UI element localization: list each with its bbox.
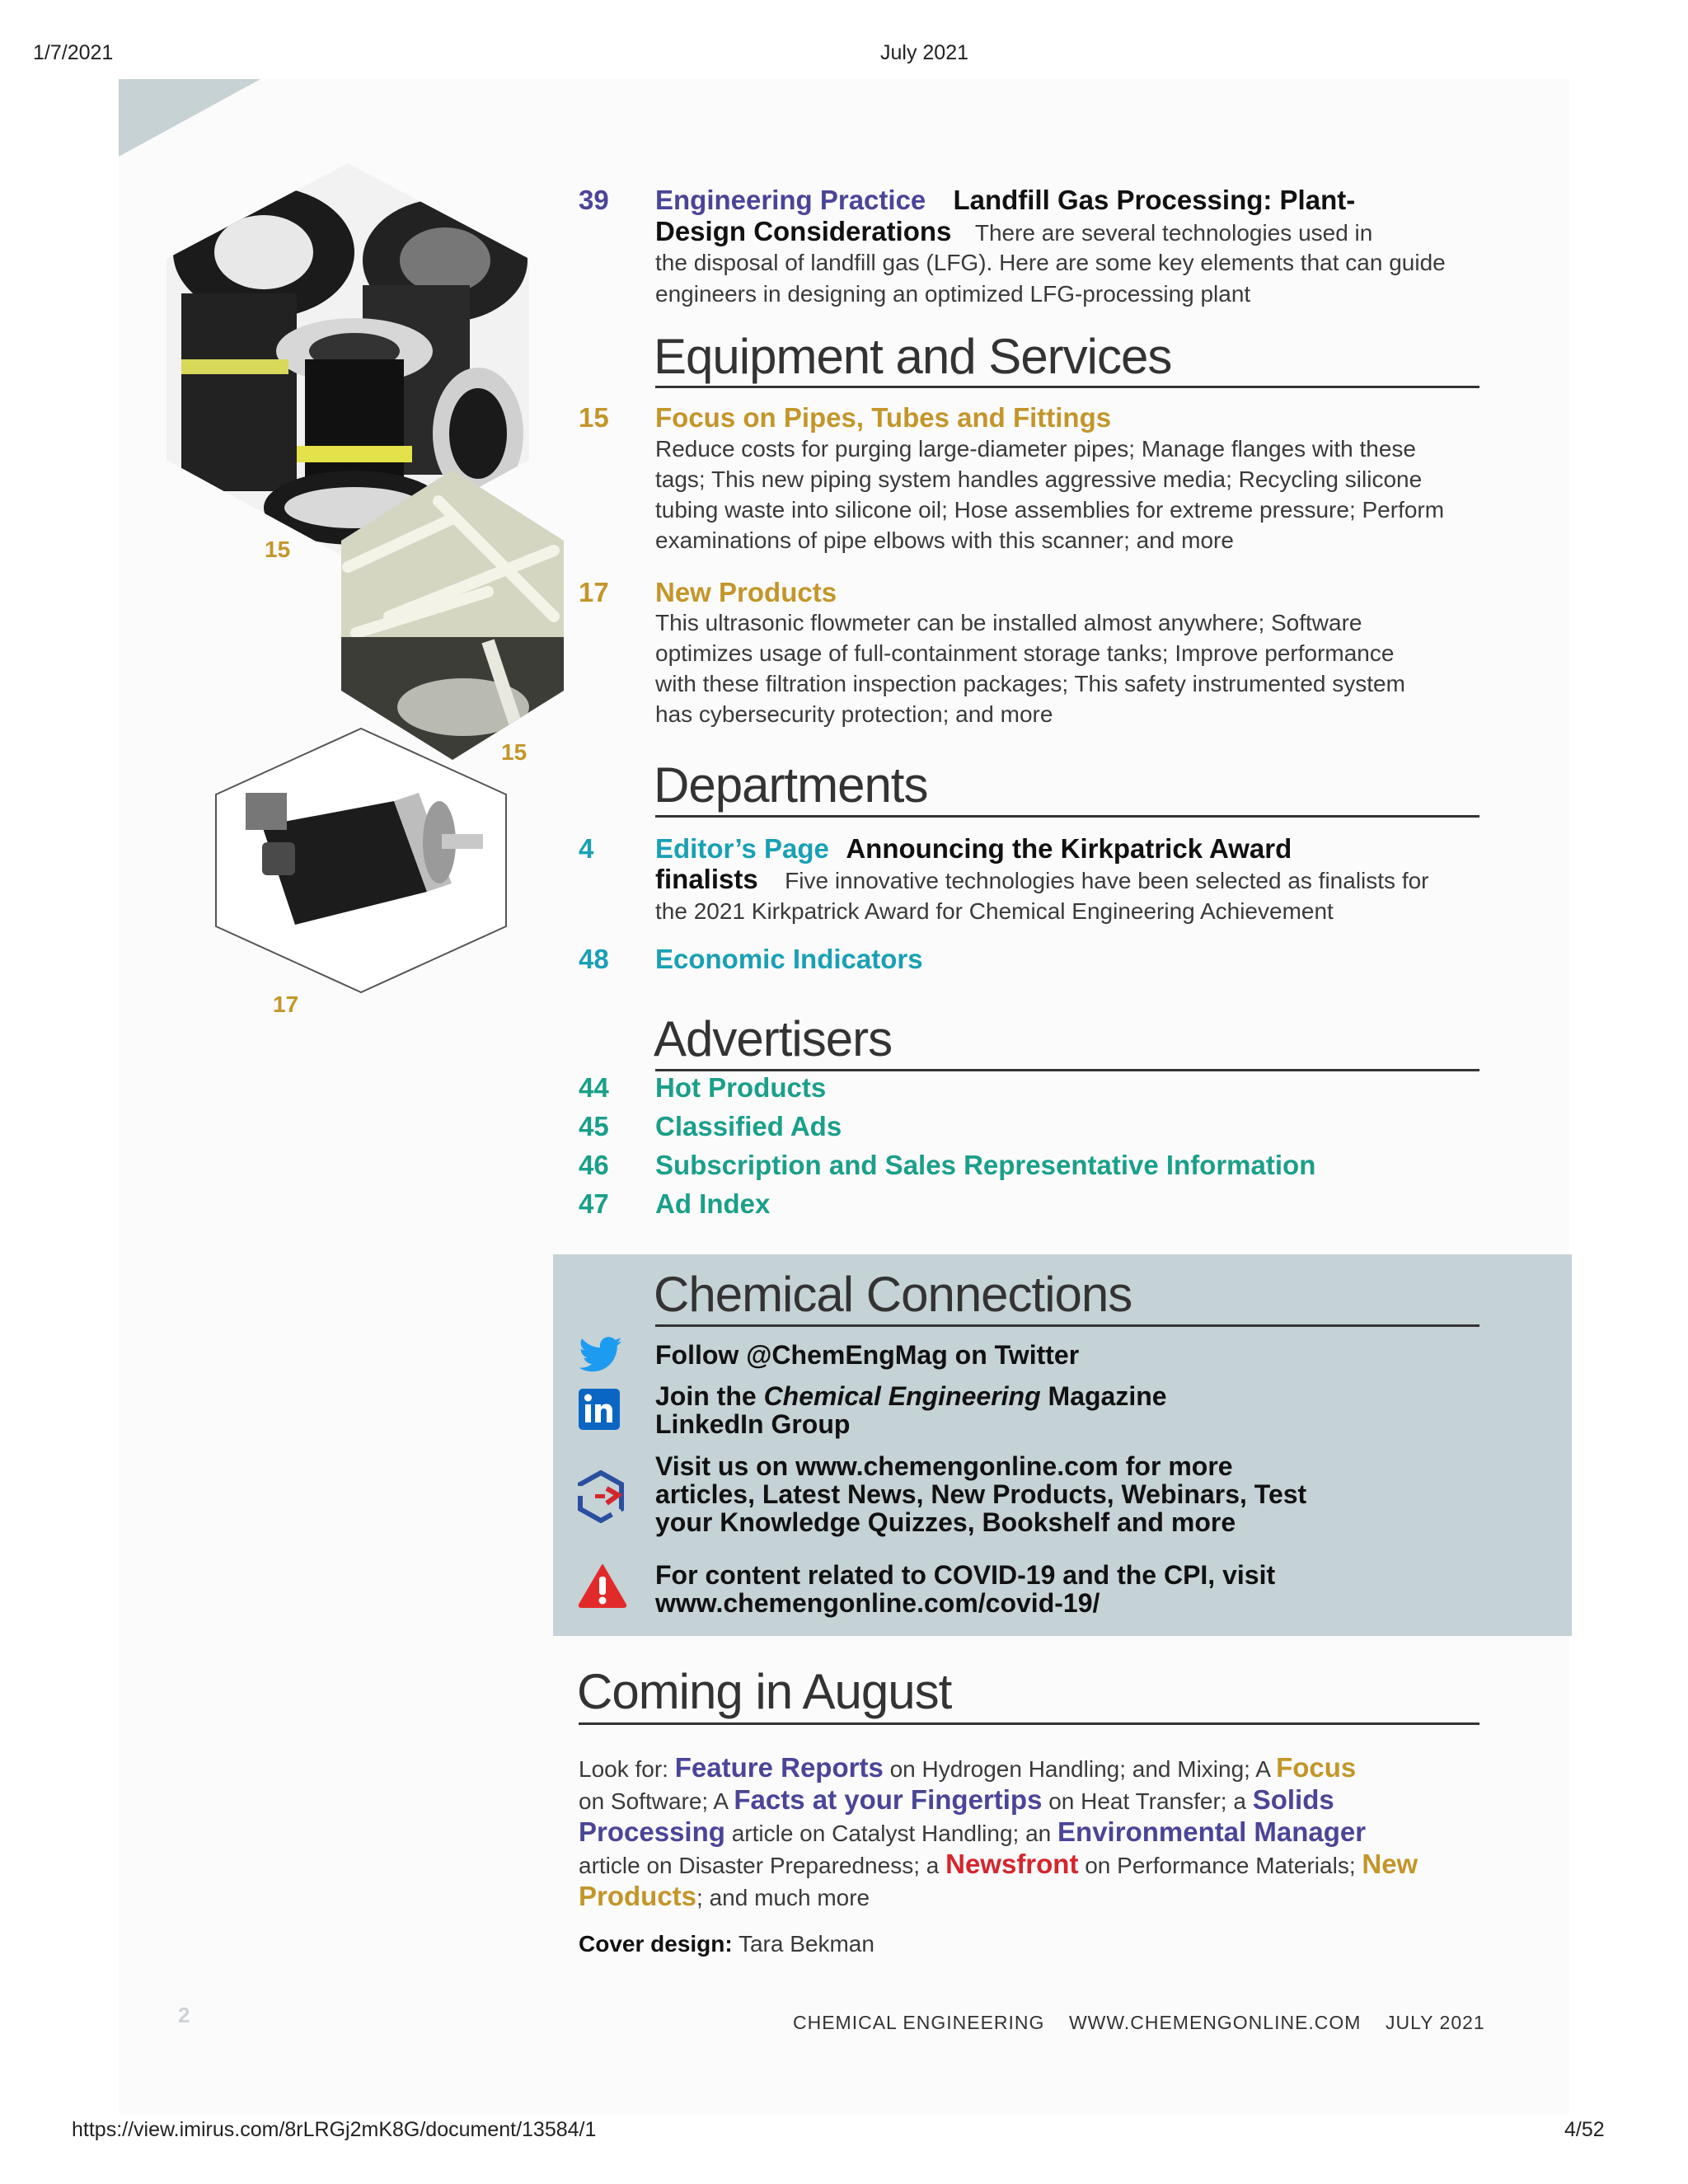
focus-line: tubing waste into silicone oil; Hose assemblies for extreme pressure; Perform (655, 497, 1445, 523)
advertiser-item-title[interactable]: Subscription and Sales Representative Information (655, 1150, 1316, 1180)
feature-title-line1: Landfill Gas Processing: Plant- (953, 185, 1356, 215)
linkedin-post: Magazine (1048, 1381, 1167, 1411)
editor-desc-line1: Five innovative technologies have been selected as finalists for (785, 868, 1429, 893)
chemeng-logo-icon[interactable] (577, 1470, 625, 1523)
editor-title-line2: finalists (655, 864, 758, 894)
coming-text: on Hydrogen Handling; and Mixing; A (889, 1756, 1270, 1782)
twitter-follow-text[interactable]: Follow @ChemEngMag on Twitter (655, 1340, 1080, 1370)
image-label-pipes: 15 (265, 537, 291, 562)
feature-desc-line3: engineers in designing an optimized LFG-processing plant (655, 281, 1251, 307)
coming-text: on Performance Materials; (1085, 1853, 1356, 1878)
advertiser-page-num: 47 (579, 1188, 609, 1219)
newproducts-title[interactable]: New Products (655, 577, 837, 607)
advertiser-page-num: 46 (579, 1150, 609, 1180)
feature-category: Engineering Practice (655, 185, 926, 215)
linkedin-magazine-name: Chemical Engineering (763, 1381, 1041, 1411)
advertiser-item-title[interactable]: Hot Products (655, 1072, 827, 1103)
linkedin-text[interactable] (655, 1382, 1167, 1410)
twitter-icon[interactable] (579, 1337, 623, 1373)
linkedin-icon[interactable] (579, 1389, 620, 1430)
cover-design-label: Cover design: (579, 1931, 733, 1957)
feature-desc-line2: the disposal of landfill gas (LFG). Here are some key elements that can guide (655, 250, 1446, 275)
page-number: 2 (178, 2003, 190, 2027)
section-rule (655, 1324, 1479, 1327)
print-page-count: 4/52 (1564, 2118, 1605, 2141)
coming-new: New (1362, 1849, 1418, 1879)
covid-link[interactable]: www.chemengonline.com/covid-19/ (655, 1588, 1100, 1618)
coming-text: ; and much more (696, 1885, 870, 1910)
advertiser-page-num: 45 (579, 1111, 609, 1141)
editor-page-num: 4 (579, 833, 594, 864)
look-for-label: Look for: (579, 1756, 668, 1782)
feature-page-num: 39 (579, 185, 609, 215)
newproducts-page-num: 17 (579, 577, 609, 607)
section-rule (579, 1722, 1479, 1725)
focus-title[interactable]: Focus on Pipes, Tubes and Fittings (655, 402, 1112, 433)
newproducts-line: optimizes usage of full-containment storage tanks; Improve performance (655, 640, 1395, 666)
silicone-tubes-image (340, 468, 566, 762)
focus-line: tags; This new piping system handles aggressive media; Recycling silicone (655, 466, 1423, 492)
coming-newsfront: Newsfront (945, 1849, 1079, 1879)
covid-text-line1[interactable]: For content related to COVID-19 and the CPI, visit (655, 1560, 1276, 1590)
advertiser-item-title[interactable]: Ad Index (655, 1188, 771, 1219)
cover-design (579, 1929, 874, 1959)
image-label-tubes: 15 (501, 739, 528, 765)
economic-page-num: 48 (579, 944, 609, 974)
editor-heading[interactable] (655, 833, 1292, 865)
economic-title[interactable]: Economic Indicators (655, 944, 923, 974)
editor-title-line1: Announcing the Kirkpatrick Award (846, 833, 1292, 864)
feature-line2 (655, 216, 1372, 248)
feature-desc-line1: There are several technologies used in (974, 220, 1373, 246)
section-title-equipment: Equipment and Services (654, 329, 1172, 384)
coming-text: on Software; A (579, 1788, 728, 1814)
warning-icon[interactable] (577, 1563, 628, 1609)
newproducts-line: This ultrasonic flowmeter can be installed almost anywhere; Software (655, 610, 1362, 635)
coming-paragraph (579, 1752, 1493, 1913)
section-title-connections: Chemical Connections (654, 1267, 1132, 1322)
newproducts-line: with these filtration inspection packages; This safety instrumented system (655, 671, 1405, 696)
section-title-advertisers: Advertisers (654, 1011, 893, 1066)
linkedin-line2: LinkedIn Group (655, 1409, 851, 1439)
newproducts-line: has cybersecurity protection; and more (655, 701, 1053, 727)
image-label-motor: 17 (273, 991, 299, 1017)
section-rule (655, 386, 1479, 388)
coming-processing: Processing (579, 1816, 725, 1847)
section-title-departments: Departments (654, 757, 928, 813)
website-text-line2: articles, Latest News, New Products, Webinars, Test (655, 1479, 1307, 1509)
footer-text: CHEMICAL ENGINEERING WWW.CHEMENGONLINE.COM JULY 2021 (793, 2012, 1485, 2033)
corner-triangle (119, 79, 263, 158)
focus-line: Reduce costs for purging large-diameter pipes; Manage flanges with these (655, 436, 1416, 462)
coming-text: on Heat Transfer; a (1048, 1788, 1246, 1814)
advertiser-item-title[interactable]: Classified Ads (655, 1111, 842, 1141)
print-url[interactable]: https://view.imirus.com/8rLRGj2mK8G/document/13584/1 (72, 2118, 597, 2141)
cover-design-name: Tara Bekman (738, 1931, 874, 1957)
coming-env-manager: Environmental Manager (1057, 1816, 1367, 1847)
print-date: 1/7/2021 (33, 41, 114, 64)
editor-line2 (655, 864, 1429, 896)
section-rule (655, 1069, 1479, 1071)
linkedin-pre: Join the (655, 1381, 757, 1411)
focus-line: examinations of pipe elbows with this scanner; and more (655, 527, 1234, 553)
website-text-line1[interactable]: Visit us on www.chemengonline.com for more (655, 1451, 1233, 1481)
coming-facts: Facts at your Fingertips (734, 1784, 1043, 1815)
focus-page-num: 15 (579, 402, 609, 433)
website-text-line3: your Knowledge Quizzes, Bookshelf and more (655, 1507, 1236, 1537)
print-title: July 2021 (880, 41, 969, 64)
coming-solids: Solids (1252, 1784, 1334, 1815)
editor-desc-line2: the 2021 Kirkpatrick Award for Chemical Engineering Achievement (655, 898, 1334, 924)
coming-feature-reports: Feature Reports (674, 1752, 884, 1783)
feature-heading[interactable] (655, 185, 1355, 216)
coming-text: article on Catalyst Handling; an (731, 1821, 1052, 1846)
coming-focus: Focus (1276, 1752, 1357, 1783)
feature-title-line2: Design Considerations (655, 216, 952, 246)
editor-category: Editor’s Page (655, 833, 829, 864)
section-rule (655, 815, 1479, 818)
coming-text: article on Disaster Preparedness; a (579, 1853, 940, 1878)
section-title-coming: Coming in August (577, 1664, 952, 1719)
coming-products: Products (579, 1881, 697, 1911)
advertiser-page-num: 44 (579, 1072, 609, 1103)
servo-motor-image (213, 727, 509, 994)
